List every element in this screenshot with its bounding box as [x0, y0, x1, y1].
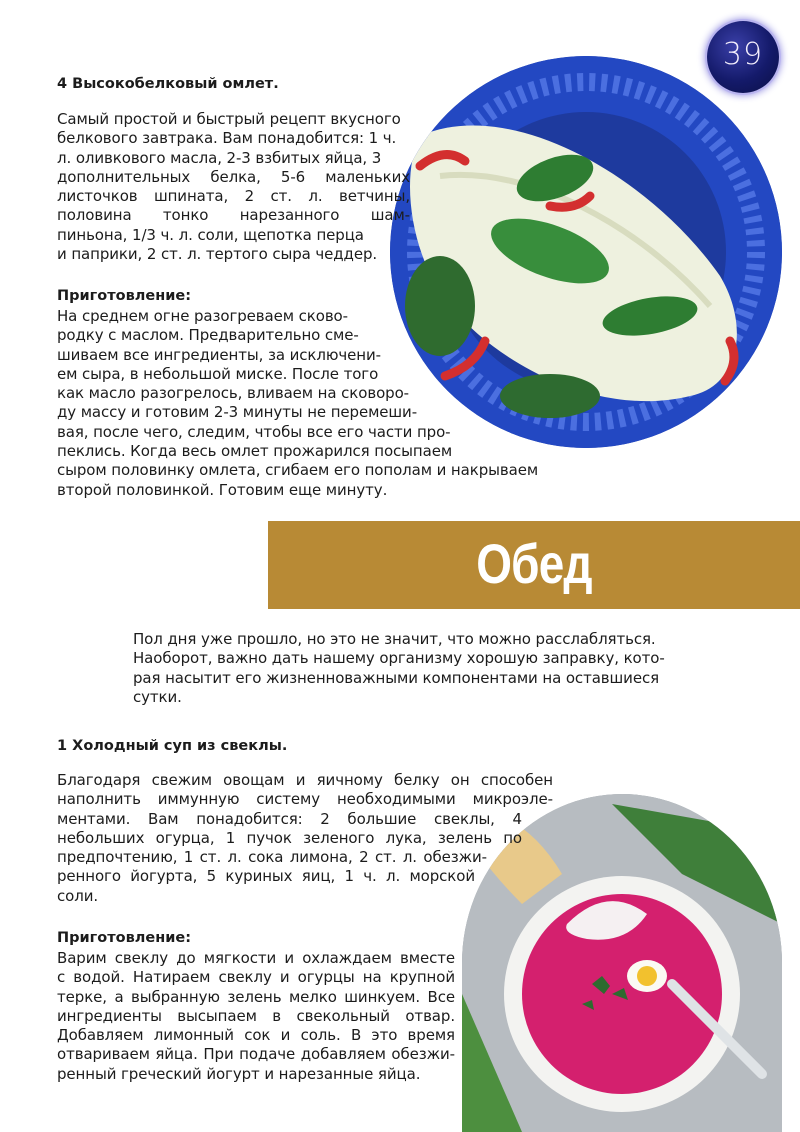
text-line: Самый простой и быстрый рецепт вкусного: [57, 110, 401, 128]
text-line: предпочтению, 1 ст. л. сока лимона, 2 ст. л. обезжи-: [57, 848, 487, 867]
text-line: шиваем все ингредиенты, за исключени-: [57, 345, 381, 364]
text-line: половина тонко нарезанного шам-: [57, 206, 410, 225]
text-line: рая насытит его жизненноважными компонентами на оставшиеся: [133, 668, 660, 687]
section-banner: [268, 521, 800, 609]
text-line: ренный греческий йогурт и нарезанные яйца.: [57, 1064, 421, 1083]
section-title: Обед: [476, 532, 592, 595]
text-line: ренного йогурта, 5 куриных яиц, 1 ч. л. морской: [57, 867, 475, 886]
section-intro: [133, 630, 693, 707]
text-line: сыром половинку омлета, сгибаем его пополам и накрываем: [57, 461, 539, 480]
recipe1-title: 4 Высокобелковый омлет.: [57, 76, 279, 92]
text-line: второй половинкой. Готовим еще минуту.: [57, 480, 388, 499]
text-line: Пол дня уже прошло, но это не значит, что можно расслабляться.: [133, 630, 656, 648]
recipe2-title: 1 Холодный суп из свеклы.: [57, 738, 288, 754]
text-line: с водой. Натираем свеклу и огурцы на крупной: [57, 968, 455, 987]
recipe2-prep-title: Приготовление:: [57, 930, 192, 946]
text-line: ем сыра, в небольшой миске. После того: [57, 364, 379, 383]
text-line: листочков шпината, 2 ст. л. ветчины,: [57, 187, 410, 206]
text-line: ингредиенты высыпаем в свекольный отвар.: [57, 1006, 455, 1025]
recipe1-intro: [57, 110, 410, 264]
recipe1-prep: [57, 307, 538, 500]
text-line: Добавляем лимонный сок и соль. В это время: [57, 1026, 455, 1045]
text-line: Варим свеклу до мягкости и охлаждаем вместе: [57, 949, 455, 967]
text-line: соли.: [57, 886, 99, 905]
text-line: сутки.: [133, 687, 182, 706]
text-line: л. оливкового масла, 2-3 взбитых яйца, 3: [57, 148, 382, 167]
text-line: белкового завтрака. Вам понадобится: 1 ч.: [57, 129, 397, 148]
recipe2-intro: [57, 771, 553, 906]
text-line: Наоборот, важно дать нашему организму хорошую заправку, кото-: [133, 649, 665, 668]
text-line: вая, после чего, следим, чтобы все его части про-: [57, 422, 451, 441]
text-line: дополнительных белка, 5-6 маленьких: [57, 167, 410, 186]
text-line: На среднем огне разогреваем сково-: [57, 307, 348, 325]
text-line: терке, а выбранную зелень мелко шинкуем. Все: [57, 987, 455, 1006]
text-line: ментами. Вам понадобится: 2 большие свеклы, 4: [57, 809, 522, 828]
recipe1-prep-title: Приготовление:: [57, 288, 192, 304]
text-line: пиньона, 1/3 ч. л. соли, щепотка перца: [57, 225, 364, 244]
page-number-badge: [707, 21, 779, 93]
text-line: родку с маслом. Предварительно сме-: [57, 326, 359, 345]
text-line: и паприки, 2 ст. л. тертого сыра чеддер.: [57, 245, 378, 264]
text-line: Благодаря свежим овощам и яичному белку он способен: [57, 771, 553, 789]
text-line: ду массу и готовим 2-3 минуты не перемеши-: [57, 403, 418, 422]
text-line: отвариваем яйца. При подаче добавляем обезжи-: [57, 1045, 455, 1064]
recipe2-prep: [57, 949, 455, 1084]
text-line: наполнить иммунную систему необходимыми микроэле-: [57, 790, 553, 809]
text-line: небольших огурца, 1 пучок зеленого лука, зелень по: [57, 828, 522, 847]
page-number: 39: [722, 37, 764, 72]
text-line: как масло разогрелось, вливаем на сковоро-: [57, 384, 409, 403]
text-line: пеклись. Когда весь омлет прожарился посыпаем: [57, 442, 453, 461]
